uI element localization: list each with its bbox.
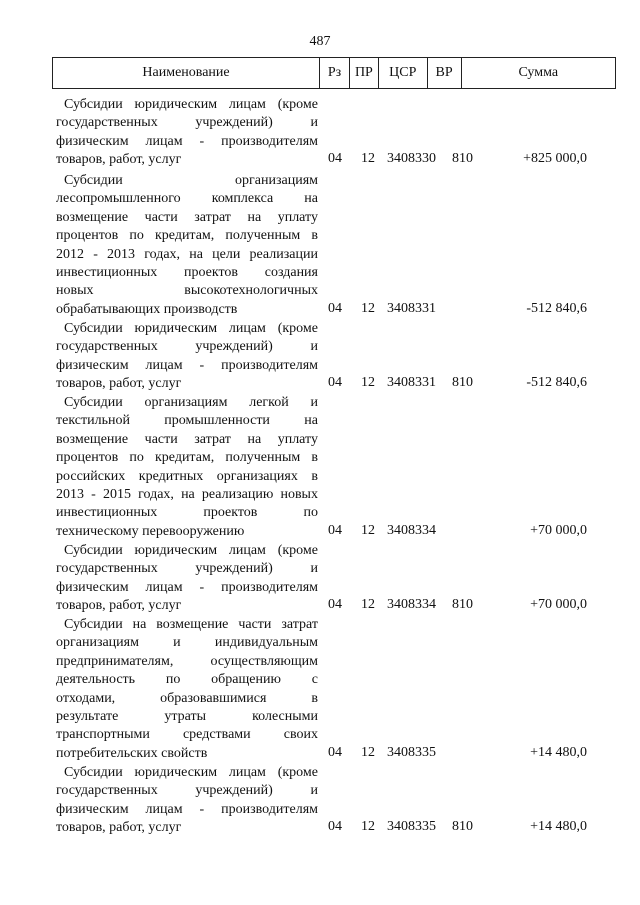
cell-sum: +825 000,0: [523, 151, 587, 167]
name-word: техническому перевооружению: [56, 523, 245, 539]
name-line: [56, 412, 318, 430]
name-word: -: [91, 486, 96, 502]
name-word: обращению: [211, 672, 281, 688]
name-line: [56, 96, 318, 114]
name-word: производителям: [221, 579, 318, 595]
name-line: [56, 320, 318, 338]
name-word: -: [199, 133, 205, 149]
name-word: уплату: [277, 209, 318, 225]
name-line: [56, 449, 318, 467]
name-word: результате: [56, 708, 119, 724]
row-codes: [52, 819, 616, 837]
name-word: обрабатывающих производств: [56, 301, 238, 317]
name-word: затрат: [194, 431, 231, 447]
name-word: по: [129, 450, 144, 466]
row-codes: [52, 301, 616, 319]
name-word: Субсидии: [64, 97, 123, 112]
name-word: в: [311, 468, 318, 484]
cell-pr: 12: [361, 375, 375, 391]
name-line: [56, 782, 318, 800]
name-word: и: [310, 339, 318, 355]
name-word: организациях: [216, 468, 298, 484]
name-word: утраты: [164, 708, 207, 724]
cell-csr: 3408330: [387, 151, 436, 167]
name-line: [56, 190, 318, 208]
name-word: затрат: [194, 209, 231, 225]
name-word: годах,: [138, 486, 174, 502]
name-word: производителям: [221, 133, 318, 149]
name-word: учреждений): [195, 561, 273, 577]
name-line: [56, 357, 318, 375]
name-word: юридическим: [134, 543, 218, 558]
cell-sum: +14 480,0: [530, 819, 587, 835]
name-line: [56, 726, 318, 744]
name-word: лицам: [145, 801, 183, 817]
name-word: кредитам,: [154, 228, 215, 244]
name-word: лицам: [145, 579, 183, 595]
name-word: лицам: [145, 357, 183, 373]
name-word: на: [247, 209, 262, 225]
name-word: создания: [264, 264, 318, 280]
name-word: 2015: [102, 486, 131, 502]
row-name: [56, 616, 318, 763]
cell-sum: +70 000,0: [530, 597, 587, 613]
name-word: организациям: [56, 635, 139, 651]
name-line: [56, 764, 318, 782]
name-word: затрат: [281, 617, 318, 632]
name-word: Субсидии: [64, 395, 123, 410]
name-word: учреждений): [195, 339, 273, 355]
page-number: 487: [309, 34, 331, 49]
name-word: возмещение: [156, 617, 229, 632]
name-word: -: [199, 579, 205, 595]
name-word: по: [165, 672, 181, 688]
cell-rz: 04: [328, 819, 342, 835]
name-word: на: [132, 617, 147, 632]
cell-pr: 12: [361, 522, 375, 538]
name-word: учреждений): [195, 783, 273, 799]
name-word: потребительских свойств: [56, 745, 208, 761]
name-word: Субсидии: [64, 617, 123, 632]
cell-sum: -512 840,6: [526, 375, 587, 391]
row-codes: [52, 151, 616, 169]
name-line: [56, 282, 318, 300]
row-codes: [52, 597, 616, 615]
name-word: отходами,: [56, 690, 116, 706]
header-pr: ПР: [349, 58, 378, 88]
name-word: уплату: [277, 431, 318, 447]
name-line: [56, 708, 318, 726]
name-word: возмещение: [56, 431, 129, 447]
name-word: транспортными: [56, 727, 150, 743]
name-word: колесными: [252, 708, 318, 724]
name-word: по: [129, 228, 144, 244]
name-word: образовавшимися: [160, 690, 267, 706]
name-line: [56, 394, 318, 412]
cell-rz: 04: [328, 300, 342, 316]
name-word: на: [304, 191, 318, 207]
name-line: [56, 671, 318, 689]
name-word: текстильной: [56, 413, 130, 429]
name-word: комплекса: [211, 191, 274, 207]
cell-sum: -512 840,6: [526, 300, 587, 316]
header-rz: Рз: [319, 58, 349, 88]
header-name: Наименование: [142, 65, 230, 80]
name-word: и: [173, 635, 181, 651]
name-word: 2012: [56, 246, 84, 262]
cell-rz: 04: [328, 375, 342, 391]
name-word: физическим: [56, 801, 129, 817]
name-line: [56, 133, 318, 151]
name-word: по: [303, 505, 318, 521]
name-word: предпринимателям,: [56, 653, 174, 669]
cell-rz: 04: [328, 744, 342, 760]
name-word: (кроме: [277, 765, 318, 780]
name-word: средствами: [182, 727, 251, 743]
name-word: части: [144, 431, 178, 447]
name-word: лицам: [145, 133, 183, 149]
cell-csr: 3408335: [387, 744, 436, 760]
name-word: в: [311, 450, 318, 466]
name-word: своих: [283, 727, 318, 743]
cell-pr: 12: [361, 151, 375, 167]
cell-rz: 04: [328, 151, 342, 167]
cell-rz: 04: [328, 597, 342, 613]
name-word: цели: [212, 246, 241, 262]
name-word: (кроме: [277, 321, 318, 336]
name-word: товаров, работ, услуг: [56, 376, 182, 392]
name-line: [56, 486, 318, 504]
name-word: Субсидии: [64, 543, 123, 558]
name-line: [56, 468, 318, 486]
name-word: производителям: [221, 357, 318, 373]
name-word: Субсидии: [64, 173, 123, 188]
name-line: [56, 579, 318, 597]
name-word: и: [310, 783, 318, 799]
name-word: полученным: [225, 228, 301, 244]
name-word: товаров, работ, услуг: [56, 598, 182, 614]
name-word: производителям: [221, 801, 318, 817]
cell-csr: 3408335: [387, 819, 436, 835]
name-line: [56, 653, 318, 671]
name-word: части: [144, 209, 178, 225]
name-word: с: [311, 672, 318, 688]
name-line: [56, 209, 318, 227]
name-word: юридическим: [134, 765, 218, 780]
name-word: кредитных: [138, 468, 204, 484]
name-word: реализации: [249, 246, 318, 262]
name-word: российских: [56, 468, 126, 484]
name-line: [56, 431, 318, 449]
name-word: государственных: [56, 339, 158, 355]
row-codes: [52, 375, 616, 393]
cell-csr: 3408331: [387, 375, 436, 391]
name-word: -: [199, 357, 205, 373]
name-word: реализацию: [201, 486, 274, 502]
name-word: на: [189, 246, 203, 262]
name-line: [56, 616, 318, 634]
name-word: высокотехнологичных: [184, 283, 318, 299]
row-codes: [52, 745, 616, 763]
name-word: в: [311, 228, 318, 244]
name-word: учреждений): [195, 115, 273, 131]
name-word: (кроме: [277, 543, 318, 558]
row-codes: [52, 523, 616, 541]
name-word: на: [247, 431, 262, 447]
name-line: [56, 690, 318, 708]
name-line: [56, 246, 318, 264]
cell-vr: 810: [452, 819, 473, 835]
name-word: процентов: [56, 228, 119, 244]
name-word: процентов: [56, 450, 119, 466]
name-word: деятельность: [56, 672, 136, 688]
cell-pr: 12: [361, 819, 375, 835]
name-word: новых: [56, 283, 94, 299]
name-word: проектов: [203, 505, 258, 521]
name-word: физическим: [56, 579, 129, 595]
cell-csr: 3408334: [387, 522, 436, 538]
cell-vr: 810: [452, 375, 473, 391]
name-line: [56, 264, 318, 282]
cell-csr: 3408331: [387, 300, 436, 316]
name-word: товаров, работ, услуг: [56, 152, 182, 168]
cell-sum: +14 480,0: [530, 744, 587, 760]
name-word: новых: [280, 486, 318, 502]
name-line: [56, 634, 318, 652]
row-name: [56, 172, 318, 319]
header-vr: ВР: [427, 58, 461, 88]
name-word: (кроме: [277, 97, 318, 112]
name-word: промышленности: [164, 413, 270, 429]
name-word: части: [238, 617, 272, 632]
name-word: -: [93, 246, 98, 262]
name-line: [56, 560, 318, 578]
name-word: проектов: [183, 264, 239, 280]
name-word: инвестиционных: [56, 264, 158, 280]
name-line: [56, 542, 318, 560]
name-word: легкой: [249, 395, 289, 410]
name-word: физическим: [56, 133, 129, 149]
name-word: кредитам,: [154, 450, 215, 466]
name-word: лесопромышленного: [56, 191, 181, 207]
name-word: государственных: [56, 783, 158, 799]
name-word: Субсидии: [64, 321, 123, 336]
name-word: лицам: [228, 765, 266, 780]
name-word: лицам: [228, 97, 266, 112]
name-word: и: [310, 395, 318, 410]
cell-pr: 12: [361, 300, 375, 316]
name-word: на: [181, 486, 195, 502]
cell-pr: 12: [361, 597, 375, 613]
name-line: [56, 801, 318, 819]
name-word: юридическим: [134, 321, 218, 336]
name-word: государственных: [56, 115, 158, 131]
name-line: [56, 114, 318, 132]
name-word: годах,: [144, 246, 181, 262]
cell-csr: 3408334: [387, 597, 436, 613]
name-word: -: [199, 801, 205, 817]
cell-vr: 810: [452, 597, 473, 613]
name-word: в: [311, 690, 318, 706]
name-word: индивидуальным: [214, 635, 318, 651]
table-header: [52, 57, 616, 89]
name-word: юридическим: [134, 97, 218, 112]
name-word: организациям: [235, 173, 318, 188]
row-name: [56, 394, 318, 541]
name-word: полученным: [225, 450, 301, 466]
name-word: государственных: [56, 561, 158, 577]
name-line: [56, 172, 318, 190]
name-word: осуществляющим: [210, 653, 318, 669]
name-word: и: [310, 115, 318, 131]
name-word: лицам: [228, 321, 266, 336]
name-word: физическим: [56, 357, 129, 373]
header-csr: ЦСР: [378, 58, 427, 88]
name-word: возмещение: [56, 209, 129, 225]
cell-rz: 04: [328, 522, 342, 538]
header-sum: Сумма: [461, 58, 615, 88]
name-line: [56, 504, 318, 522]
name-word: организациям: [144, 395, 228, 410]
name-line: [56, 338, 318, 356]
name-word: Субсидии: [64, 765, 123, 780]
cell-sum: +70 000,0: [530, 522, 587, 538]
name-word: и: [310, 561, 318, 577]
cell-pr: 12: [361, 744, 375, 760]
cell-vr: 810: [452, 151, 473, 167]
name-line: [56, 227, 318, 245]
name-word: на: [304, 413, 318, 429]
name-word: 2013: [56, 486, 84, 502]
name-word: инвестиционных: [56, 505, 158, 521]
name-word: 2013: [107, 246, 136, 262]
name-word: товаров, работ, услуг: [56, 820, 182, 836]
name-word: лицам: [228, 543, 266, 558]
